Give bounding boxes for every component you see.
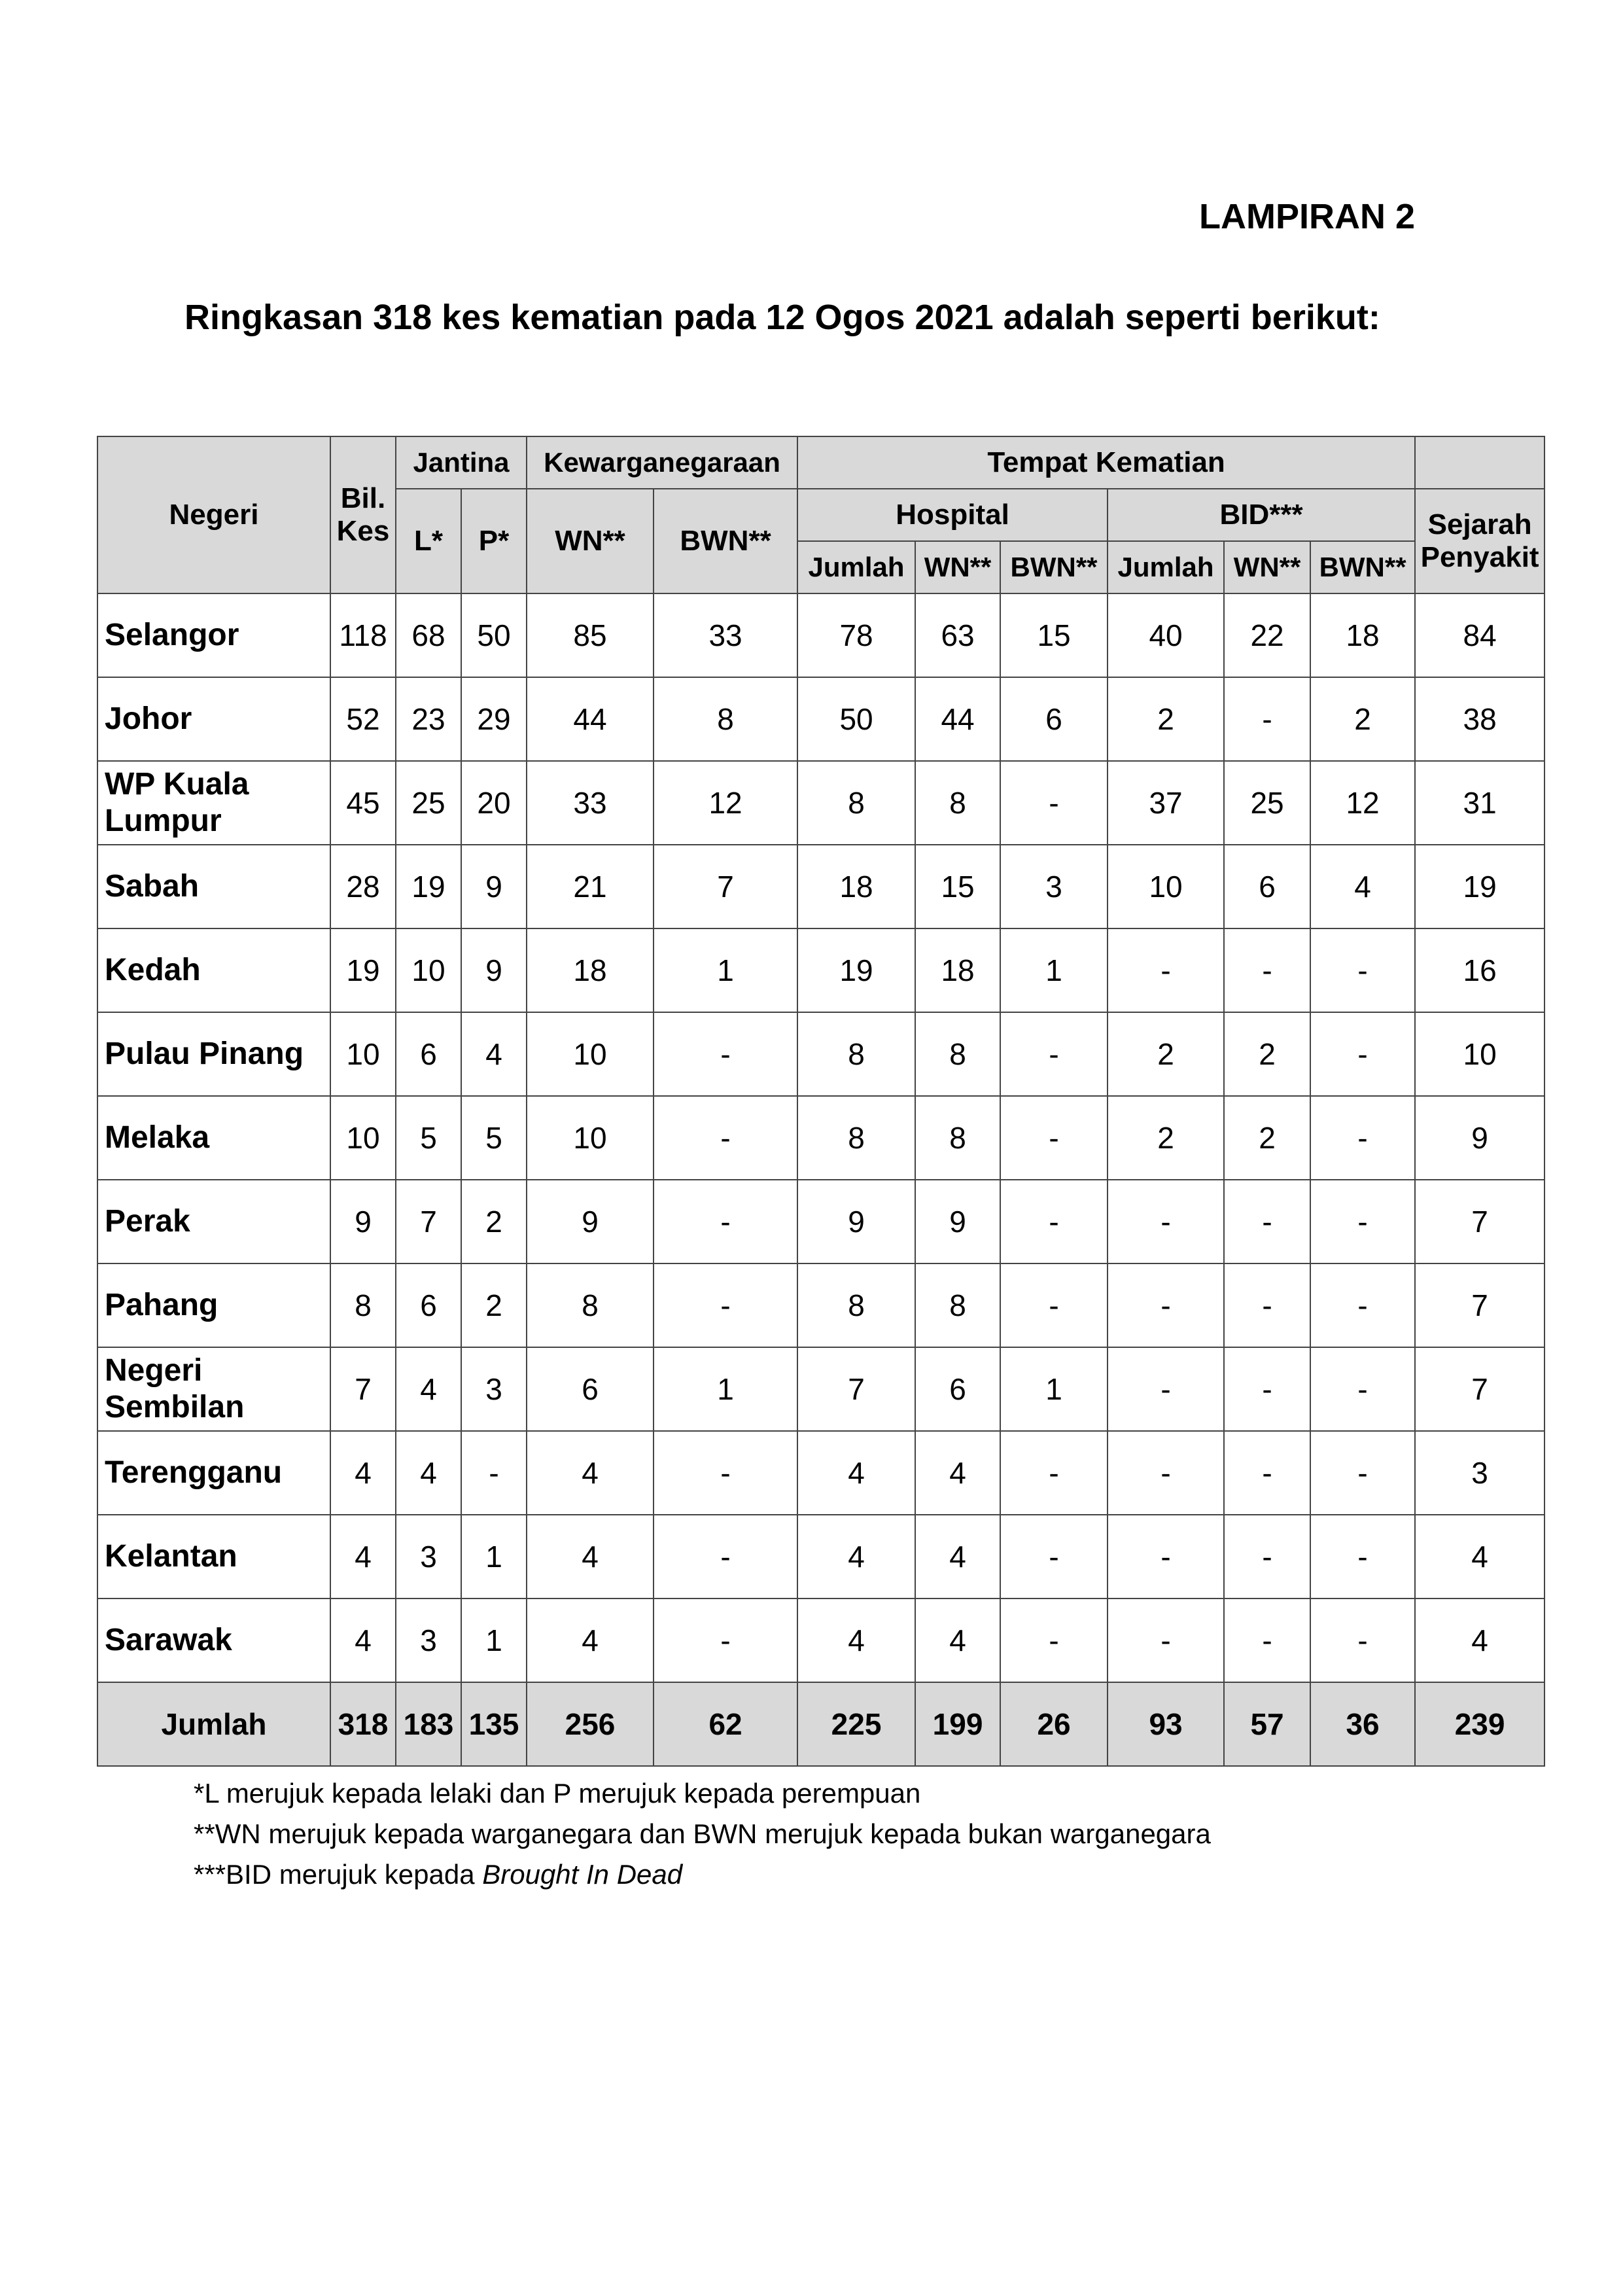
cell-negeri: Selangor: [97, 593, 330, 677]
cell-negeri: Melaka: [97, 1096, 330, 1180]
cell-hospital-bwn: -: [1000, 1012, 1108, 1096]
cell-l: 19: [396, 845, 461, 928]
table-row: [97, 1431, 1544, 1515]
cell-bid-jumlah: -: [1108, 1431, 1224, 1515]
table-row: [97, 1180, 1544, 1263]
cell-bwn: 12: [654, 761, 797, 845]
cell-p: 3: [461, 1347, 527, 1431]
cell-bid-wn: 25: [1224, 761, 1310, 845]
header-bid-bwn: BWN**: [1310, 541, 1415, 593]
cell-wn: 44: [527, 677, 654, 761]
table-row: [97, 1598, 1544, 1682]
cell-bid-bwn: -: [1310, 1263, 1415, 1347]
header-hospital-wn: WN**: [915, 541, 1000, 593]
cell-bid-jumlah: -: [1108, 1515, 1224, 1598]
cell-bid-wn: -: [1224, 1431, 1310, 1515]
cell-bid-jumlah: 37: [1108, 761, 1224, 845]
cell-bil-kes: 19: [330, 928, 396, 1012]
footnote-citizenship: **WN merujuk kepada warganegara dan BWN merujuk kepada bukan warganegara: [194, 1818, 1211, 1849]
table-row: [97, 593, 1544, 677]
cell-sejarah: 31: [1415, 761, 1544, 845]
cell-bil-kes: 10: [330, 1012, 396, 1096]
cell-bwn: 33: [654, 593, 797, 677]
cell-bid-bwn: -: [1310, 1598, 1415, 1682]
cell-p: 2: [461, 1180, 527, 1263]
cell-l: 68: [396, 593, 461, 677]
cell-l: 25: [396, 761, 461, 845]
cell-bid-jumlah: 2: [1108, 1096, 1224, 1180]
total-row: [97, 1682, 1544, 1766]
appendix-label: LAMPIRAN 2: [1198, 197, 1415, 236]
cell-bid-bwn: -: [1310, 1012, 1415, 1096]
table-footer: [97, 1682, 1544, 1766]
cell-sejarah: 4: [1415, 1598, 1544, 1682]
cell-p: -: [461, 1431, 527, 1515]
cell-bid-jumlah: 2: [1108, 1012, 1224, 1096]
header-hospital-jumlah: Jumlah: [797, 541, 915, 593]
total-bil-kes: 318: [330, 1682, 396, 1766]
cell-bwn: 7: [654, 845, 797, 928]
cell-wn: 4: [527, 1515, 654, 1598]
cell-bid-jumlah: 10: [1108, 845, 1224, 928]
cell-wn: 4: [527, 1431, 654, 1515]
cell-wn: 8: [527, 1263, 654, 1347]
cell-bid-bwn: -: [1310, 928, 1415, 1012]
cell-wn: 21: [527, 845, 654, 928]
cell-hospital-jumlah: 8: [797, 1012, 915, 1096]
cell-hospital-wn: 4: [915, 1515, 1000, 1598]
table-row: [97, 1096, 1544, 1180]
cell-l: 10: [396, 928, 461, 1012]
cell-bid-jumlah: -: [1108, 1180, 1224, 1263]
cell-hospital-jumlah: 4: [797, 1431, 915, 1515]
cell-hospital-bwn: -: [1000, 1598, 1108, 1682]
cell-hospital-jumlah: 7: [797, 1347, 915, 1431]
cell-hospital-jumlah: 50: [797, 677, 915, 761]
cell-bil-kes: 10: [330, 1096, 396, 1180]
cell-sejarah: 19: [1415, 845, 1544, 928]
header-p: P*: [461, 489, 527, 593]
cell-bid-bwn: -: [1310, 1431, 1415, 1515]
cell-bid-wn: -: [1224, 1515, 1310, 1598]
total-bid-wn: 57: [1224, 1682, 1310, 1766]
cell-sejarah: 4: [1415, 1515, 1544, 1598]
cell-bil-kes: 45: [330, 761, 396, 845]
cell-hospital-bwn: 3: [1000, 845, 1108, 928]
cell-bil-kes: 28: [330, 845, 396, 928]
total-hospital-jumlah: 225: [797, 1682, 915, 1766]
cell-hospital-wn: 15: [915, 845, 1000, 928]
cell-bid-bwn: -: [1310, 1180, 1415, 1263]
cell-bid-wn: 6: [1224, 845, 1310, 928]
cell-l: 3: [396, 1598, 461, 1682]
cell-hospital-wn: 18: [915, 928, 1000, 1012]
cell-bwn: -: [654, 1180, 797, 1263]
cell-wn: 18: [527, 928, 654, 1012]
total-bwn: 62: [654, 1682, 797, 1766]
cell-hospital-bwn: -: [1000, 1263, 1108, 1347]
table-header: [97, 436, 1544, 593]
cell-bwn: 8: [654, 677, 797, 761]
table-row: [97, 1347, 1544, 1431]
death-summary-table: [97, 436, 1545, 1767]
cell-l: 23: [396, 677, 461, 761]
cell-l: 6: [396, 1263, 461, 1347]
total-bid-bwn: 36: [1310, 1682, 1415, 1766]
cell-hospital-jumlah: 4: [797, 1515, 915, 1598]
total-bid-jumlah: 93: [1108, 1682, 1224, 1766]
cell-negeri: Pahang: [97, 1263, 330, 1347]
cell-negeri: Perak: [97, 1180, 330, 1263]
header-bid: BID***: [1108, 489, 1415, 541]
cell-hospital-jumlah: 19: [797, 928, 915, 1012]
cell-sejarah: 16: [1415, 928, 1544, 1012]
cell-bid-wn: 2: [1224, 1012, 1310, 1096]
cell-p: 2: [461, 1263, 527, 1347]
cell-bid-bwn: 18: [1310, 593, 1415, 677]
cell-hospital-wn: 8: [915, 1096, 1000, 1180]
cell-l: 6: [396, 1012, 461, 1096]
header-bid-wn: WN**: [1224, 541, 1310, 593]
cell-p: 5: [461, 1096, 527, 1180]
cell-hospital-bwn: 1: [1000, 928, 1108, 1012]
footnote-bid-prefix: ***BID merujuk kepada: [194, 1859, 483, 1890]
cell-negeri: Terengganu: [97, 1431, 330, 1515]
cell-bwn: -: [654, 1515, 797, 1598]
cell-bwn: -: [654, 1431, 797, 1515]
cell-hospital-bwn: 15: [1000, 593, 1108, 677]
footnotes: [194, 1773, 1437, 1895]
cell-bil-kes: 8: [330, 1263, 396, 1347]
cell-bil-kes: 4: [330, 1598, 396, 1682]
table-row: [97, 677, 1544, 761]
cell-hospital-wn: 4: [915, 1431, 1000, 1515]
cell-bwn: -: [654, 1012, 797, 1096]
cell-hospital-bwn: -: [1000, 761, 1108, 845]
footnote-gender: *L merujuk kepada lelaki dan P merujuk kepada perempuan: [194, 1778, 921, 1809]
cell-negeri: Kelantan: [97, 1515, 330, 1598]
cell-hospital-wn: 63: [915, 593, 1000, 677]
header-hospital: Hospital: [797, 489, 1108, 541]
total-l: 183: [396, 1682, 461, 1766]
cell-p: 50: [461, 593, 527, 677]
cell-bil-kes: 52: [330, 677, 396, 761]
table-row: [97, 845, 1544, 928]
cell-negeri: Johor: [97, 677, 330, 761]
cell-bil-kes: 118: [330, 593, 396, 677]
cell-sejarah: 7: [1415, 1180, 1544, 1263]
cell-bil-kes: 9: [330, 1180, 396, 1263]
cell-sejarah: 7: [1415, 1263, 1544, 1347]
table-row: [97, 928, 1544, 1012]
cell-bid-jumlah: -: [1108, 928, 1224, 1012]
cell-bil-kes: 4: [330, 1431, 396, 1515]
cell-negeri: Negeri Sembilan: [97, 1347, 330, 1431]
header-wn: WN**: [527, 489, 654, 593]
cell-wn: 85: [527, 593, 654, 677]
cell-negeri: Sabah: [97, 845, 330, 928]
total-wn: 256: [527, 1682, 654, 1766]
cell-bwn: 1: [654, 928, 797, 1012]
cell-bid-bwn: -: [1310, 1096, 1415, 1180]
cell-p: 4: [461, 1012, 527, 1096]
cell-hospital-wn: 44: [915, 677, 1000, 761]
cell-l: 5: [396, 1096, 461, 1180]
header-bil-kes: Bil. Kes: [330, 436, 396, 593]
cell-hospital-jumlah: 8: [797, 1263, 915, 1347]
cell-bid-wn: 2: [1224, 1096, 1310, 1180]
cell-bwn: -: [654, 1598, 797, 1682]
cell-bid-bwn: -: [1310, 1515, 1415, 1598]
cell-hospital-jumlah: 78: [797, 593, 915, 677]
cell-p: 1: [461, 1515, 527, 1598]
cell-bid-jumlah: 2: [1108, 677, 1224, 761]
cell-bid-wn: -: [1224, 677, 1310, 761]
cell-hospital-jumlah: 8: [797, 761, 915, 845]
cell-sejarah: 9: [1415, 1096, 1544, 1180]
total-sejarah: 239: [1415, 1682, 1544, 1766]
cell-bwn: 1: [654, 1347, 797, 1431]
footnote-bid-definition: Brought In Dead: [482, 1859, 683, 1890]
cell-bwn: -: [654, 1263, 797, 1347]
cell-sejarah: 84: [1415, 593, 1544, 677]
cell-wn: 6: [527, 1347, 654, 1431]
cell-bid-bwn: 2: [1310, 677, 1415, 761]
cell-sejarah: 3: [1415, 1431, 1544, 1515]
cell-wn: 10: [527, 1096, 654, 1180]
cell-p: 20: [461, 761, 527, 845]
cell-negeri: Kedah: [97, 928, 330, 1012]
cell-l: 3: [396, 1515, 461, 1598]
table-body: [97, 593, 1544, 1682]
cell-p: 9: [461, 928, 527, 1012]
table-row: [97, 1515, 1544, 1598]
cell-hospital-bwn: -: [1000, 1515, 1108, 1598]
cell-p: 1: [461, 1598, 527, 1682]
cell-bid-wn: -: [1224, 928, 1310, 1012]
cell-bid-wn: -: [1224, 1598, 1310, 1682]
cell-bid-jumlah: -: [1108, 1598, 1224, 1682]
cell-hospital-bwn: -: [1000, 1180, 1108, 1263]
cell-wn: 9: [527, 1180, 654, 1263]
cell-hospital-bwn: -: [1000, 1431, 1108, 1515]
cell-bil-kes: 7: [330, 1347, 396, 1431]
cell-wn: 4: [527, 1598, 654, 1682]
cell-p: 29: [461, 677, 527, 761]
cell-bid-wn: -: [1224, 1180, 1310, 1263]
header-tempat-kematian: Tempat Kematian: [797, 436, 1415, 489]
cell-negeri: WP Kuala Lumpur: [97, 761, 330, 845]
cell-hospital-wn: 8: [915, 761, 1000, 845]
cell-bid-bwn: 4: [1310, 845, 1415, 928]
cell-negeri: Pulau Pinang: [97, 1012, 330, 1096]
cell-hospital-wn: 9: [915, 1180, 1000, 1263]
cell-hospital-jumlah: 18: [797, 845, 915, 928]
total-hospital-wn: 199: [915, 1682, 1000, 1766]
cell-hospital-wn: 6: [915, 1347, 1000, 1431]
cell-hospital-wn: 4: [915, 1598, 1000, 1682]
cell-sejarah: 38: [1415, 677, 1544, 761]
cell-bid-jumlah: -: [1108, 1263, 1224, 1347]
cell-hospital-wn: 8: [915, 1012, 1000, 1096]
cell-l: 4: [396, 1347, 461, 1431]
table-row: [97, 1012, 1544, 1096]
cell-bid-wn: 22: [1224, 593, 1310, 677]
cell-hospital-jumlah: 8: [797, 1096, 915, 1180]
cell-bwn: -: [654, 1096, 797, 1180]
header-kewarganegaraan: Kewarganegaraan: [527, 436, 797, 489]
cell-hospital-bwn: -: [1000, 1096, 1108, 1180]
cell-wn: 33: [527, 761, 654, 845]
cell-hospital-wn: 8: [915, 1263, 1000, 1347]
total-p: 135: [461, 1682, 527, 1766]
cell-l: 7: [396, 1180, 461, 1263]
cell-bid-jumlah: -: [1108, 1347, 1224, 1431]
cell-sejarah: 10: [1415, 1012, 1544, 1096]
cell-hospital-jumlah: 4: [797, 1598, 915, 1682]
cell-bid-jumlah: 40: [1108, 593, 1224, 677]
header-bwn: BWN**: [654, 489, 797, 593]
cell-hospital-bwn: 1: [1000, 1347, 1108, 1431]
cell-bid-wn: -: [1224, 1263, 1310, 1347]
cell-p: 9: [461, 845, 527, 928]
header-bid-jumlah: Jumlah: [1108, 541, 1224, 593]
header-l: L*: [396, 489, 461, 593]
cell-bid-wn: -: [1224, 1347, 1310, 1431]
total-label: Jumlah: [97, 1682, 330, 1766]
header-negeri: Negeri: [97, 436, 330, 593]
cell-hospital-bwn: 6: [1000, 677, 1108, 761]
table-row: [97, 761, 1544, 845]
cell-bid-bwn: 12: [1310, 761, 1415, 845]
table-row: [97, 1263, 1544, 1347]
intro-paragraph: Ringkasan 318 kes kematian pada 12 Ogos 2021 adalah seperti berikut:: [184, 298, 1380, 337]
cell-l: 4: [396, 1431, 461, 1515]
cell-hospital-jumlah: 9: [797, 1180, 915, 1263]
cell-sejarah: 7: [1415, 1347, 1544, 1431]
cell-wn: 10: [527, 1012, 654, 1096]
header-blank: [1415, 436, 1544, 489]
footnote-bid: [194, 1854, 1437, 1895]
header-jantina: Jantina: [396, 436, 527, 489]
header-hospital-bwn: BWN**: [1000, 541, 1108, 593]
cell-bid-bwn: -: [1310, 1347, 1415, 1431]
cell-negeri: Sarawak: [97, 1598, 330, 1682]
cell-bil-kes: 4: [330, 1515, 396, 1598]
header-sejarah-penyakit: Sejarah Penyakit: [1415, 489, 1544, 593]
total-hospital-bwn: 26: [1000, 1682, 1108, 1766]
